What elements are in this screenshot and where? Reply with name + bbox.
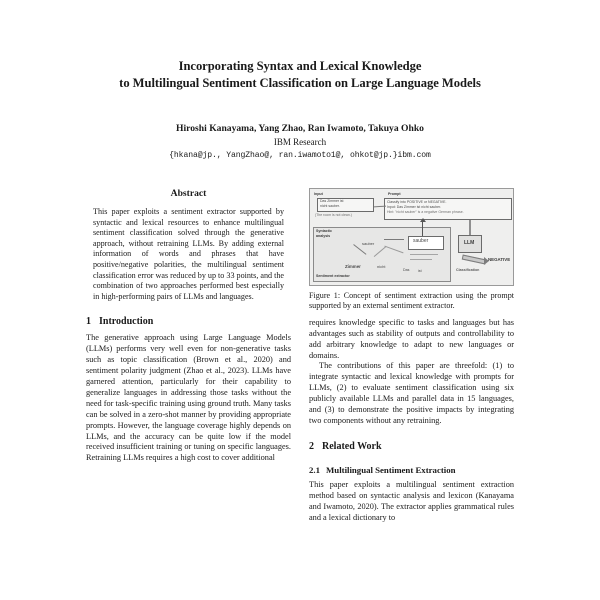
subsection-title-2-1: Multilingual Sentiment Extraction <box>326 464 456 475</box>
figure-connector-prompt-llm <box>469 220 471 235</box>
figure-1-caption: Figure 1: Concept of sentiment extraction using the prompt supported by an external sentiment extractor. <box>309 291 514 311</box>
author-list: Hiroshi Kanayama, Yang Zhao, Ran Iwamoto, Takuya Ohko <box>176 123 424 134</box>
two-column-body <box>86 188 514 524</box>
figure-label-sentiment-extractor: Sentiment extractor <box>316 274 350 278</box>
figure-input-sentence-line1: Das Zimmer ist <box>320 199 344 203</box>
figure-label-prompt: Prompt <box>388 192 401 196</box>
figure-lexicon-rule-2 <box>410 259 432 260</box>
figure-tree-node-nicht: nicht <box>377 264 386 269</box>
figure-1-image <box>309 188 514 286</box>
figure-label-syntactic-analysis-line1: Syntactic <box>316 229 332 233</box>
figure-lexicon-label: sauber <box>413 238 429 244</box>
figure-tree-node-zimmer: Zimmer <box>345 264 361 269</box>
abstract-text: This paper exploits a sentiment extractor supported by syntactic and lexical resources to enhance multilingual sentiment classification solved through the generative approach, without retraining LLMs. By adding external information of words and phrases that have positive/negative polarities, the multilingual sentiment classification error was reduced by up to 33 points, and the combination of two approaches performed best especially in high-performing pairs of LLMs and languages. <box>93 207 284 301</box>
subsection-number-2-1: 2.1 <box>309 464 320 475</box>
section-number-2: 2 <box>309 440 314 452</box>
section-heading-related-work <box>309 440 514 453</box>
figure-input-sentence-line2: nicht sauber. <box>320 204 340 208</box>
figure-prompt-line-3: Hint: "nicht sauber" is a negative German phrase. <box>387 209 464 214</box>
figure-arrowhead-up <box>420 218 426 222</box>
left-column <box>86 188 291 464</box>
figure-label-classification: Classification <box>456 268 480 272</box>
right-column <box>309 188 514 524</box>
abstract-heading: Abstract <box>170 188 207 199</box>
section-title-1: Introduction <box>99 316 154 328</box>
figure-lexicon-rule-1 <box>410 254 438 255</box>
figure-input-gloss: (The room is not clean.) <box>315 213 352 217</box>
title-line-2: to Multilingual Sentiment Classification on Large Language Models <box>119 76 481 90</box>
title-line-1: Incorporating Syntax and Lexical Knowledge <box>178 59 422 73</box>
figure-prompt-line-1: Classify into POSITIVE or NEGATIVE. <box>387 199 447 204</box>
subsection-heading-multilingual-sentiment-extraction <box>309 464 514 476</box>
figure-1 <box>309 188 514 312</box>
figure-prompt-line-2: Input: Das Zimmer ist nicht sauber. <box>387 204 442 209</box>
author-emails: {hkana@jp., YangZhao@, ran.iwamoto1@, ohkot@jp.}ibm.com <box>169 151 431 160</box>
page-title <box>86 58 514 92</box>
intro-paragraph-1: The generative approach using Large Language Models (LLMs) performs very well even for non-generative tasks such as topic classification (Brown et al., 2020) and sentiment polarity judgment (Zhao et al., 2023). LLMs have garnered attention, particularly for their capability to generalize languages in addressing those tasks without the need for task-specific training using ground truth. Many tasks can be solved in a zero-shot manner by providing appropriate prompts. However, the language coverage highly depends on LLMs, and the accuracy can be quite low if the model received insufficient training or tuning on specific languages. Retraining LLMs requires a high cost to cover additional <box>86 333 291 463</box>
section-title-2: Related Work <box>322 440 382 452</box>
affiliation: IBM Research <box>273 137 327 147</box>
figure-tree-node-das: Das <box>403 268 410 272</box>
section-heading-introduction <box>86 315 291 328</box>
figure-tree-node-zimmer-top: sauber <box>362 241 375 246</box>
related-work-paragraph-1: This paper exploits a multilingual sentiment extraction method based on syntactic analysis and lexicon (Kanayama and Iwamoto, 2020). The extractor applies grammatical rules and a lexical dictionary to <box>309 479 514 522</box>
figure-label-input: Input <box>314 192 323 196</box>
figure-connector-extractor-prompt <box>422 220 423 236</box>
figure-label-llm: LLM <box>464 240 475 246</box>
intro-paragraph-2: The contributions of this paper are threefold: (1) to integrate syntactic and lexical knowledge with prompts for LLMs, (2) to evaluate sentiment classification using six publicly available LLMs and parallel data in 15 languages, and (3) to demonstrate the positive impacts by integrating two components without any retraining. <box>309 361 514 425</box>
section-number-1: 1 <box>86 316 91 328</box>
figure-tree-node-ist: ist <box>418 269 422 273</box>
figure-output-arrow-body <box>462 255 487 265</box>
figure-tree-edge-4 <box>384 239 404 240</box>
figure-label-negative: NEGATIVE <box>488 257 511 262</box>
intro-paragraph-1-continued: requires knowledge specific to tasks and languages but has advantages such as stability of outputs and controllability to add arbitrary knowledge to adapt to new languages or domains. <box>309 317 514 360</box>
figure-label-syntactic-analysis-line2: analysis <box>316 233 331 238</box>
